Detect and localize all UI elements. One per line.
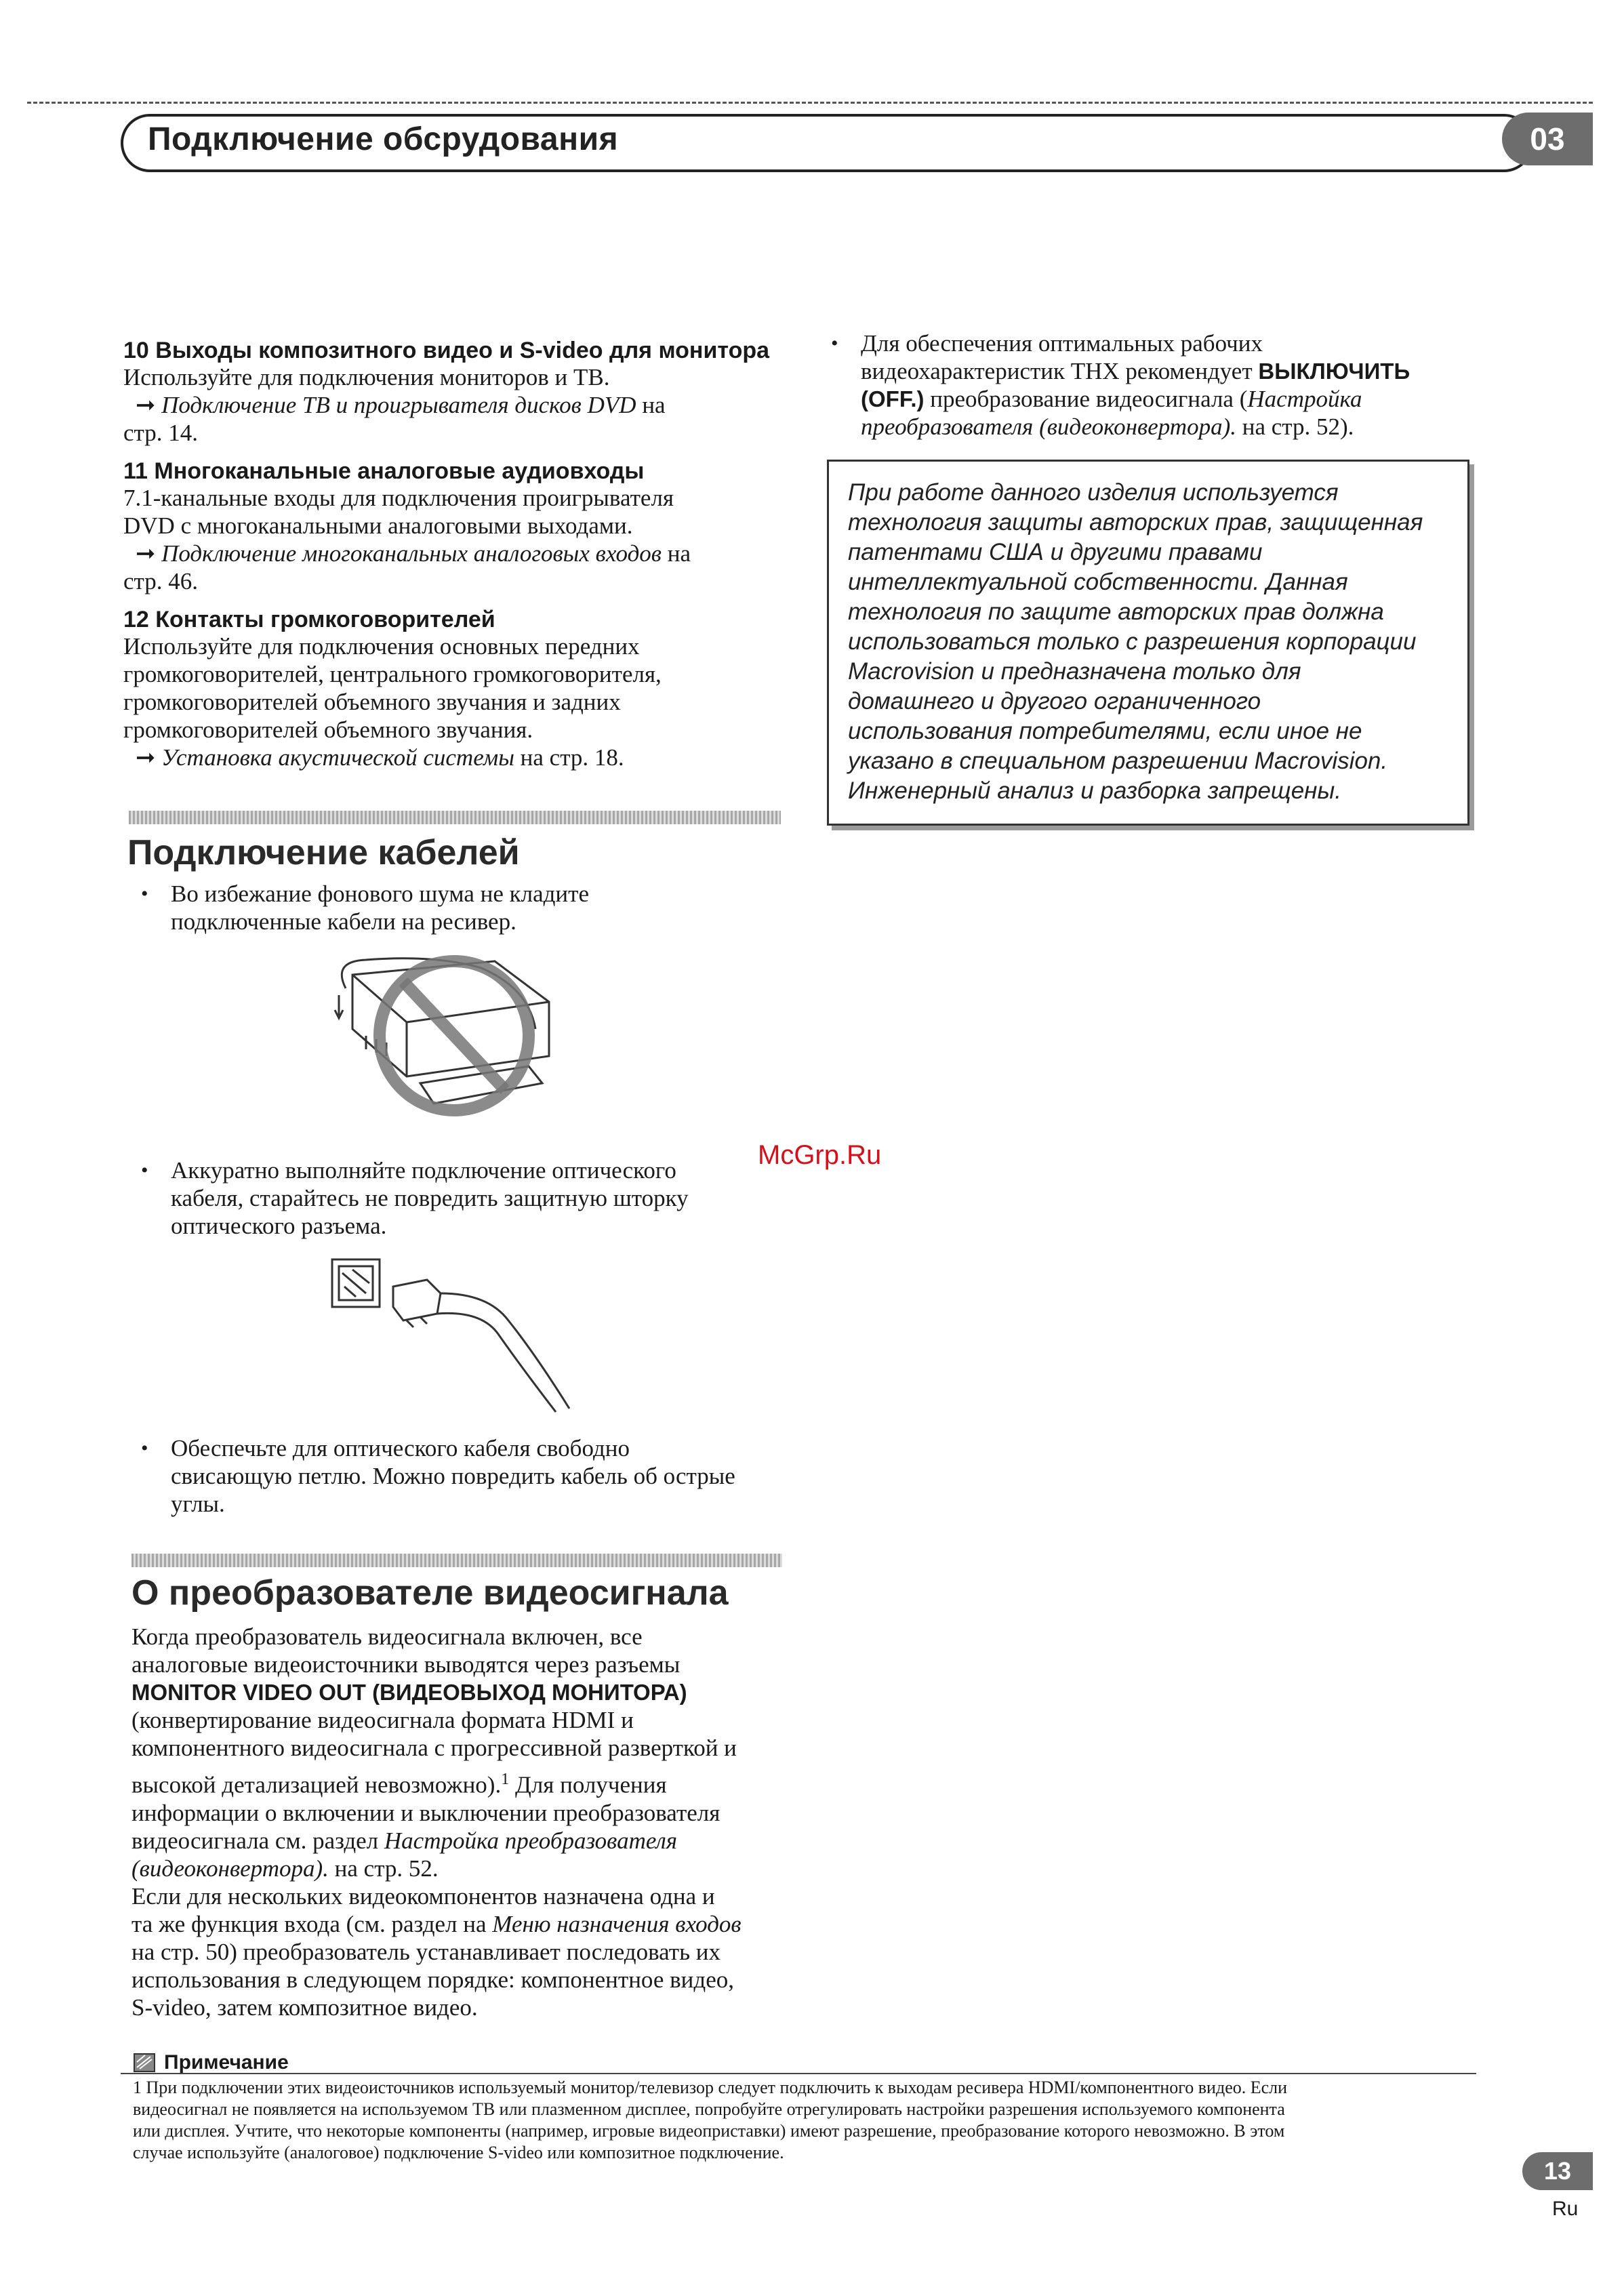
notice-line: патентами США и другими правами: [848, 539, 1263, 565]
note-icon: [133, 2053, 156, 2073]
item12-ref-tail: на стр. 18.: [520, 744, 624, 771]
footnote-text: 1 При подключении этих видеоисточников используемый монитор/телевизор следует подключить к выходам ресивера HDMI/компонентного видео. Если видеосигнал не появляется на используемом ТВ или плазменном дисплее, попробуйте отрегулировать настройки разрешения используемого компонента или дисплея. Учтите, что некоторые компоненты (например, игровые видеоприставки) имеют разрешение, преобразование которого невозможно. В этом случае используйте (аналоговое) подключение S-video или композитное подключение.: [133, 2078, 1288, 2162]
item11-ref: [136, 540, 691, 567]
macrovision-notice-box: [827, 460, 1469, 826]
notice-line: указано в специальном разрешении Macrovision.: [848, 748, 1388, 774]
bullet1-line1: Во избежание фонового шума не кладите: [171, 881, 589, 907]
no-cables-on-receiver-illustration: [325, 948, 569, 1137]
item11-body-line1: 7.1-канальные входы для подключения проигрывателя: [123, 485, 674, 511]
item12-body-line3: громкоговорителей объемного звучания и задних: [123, 689, 621, 715]
page-number-badge: 13: [1522, 2152, 1593, 2190]
notice-line: использоваться только с разрешения корпорации: [848, 628, 1417, 655]
item10-body: Используйте для подключения мониторов и ТВ.: [123, 364, 610, 390]
converter-section-title: О преобразователе видеосигнала: [131, 1573, 729, 1613]
cables-section-title: Подключение кабелей: [127, 833, 520, 872]
notice-line: При работе данного изделия используется: [848, 479, 1339, 506]
input-assign-menu-link[interactable]: Меню назначения входов: [492, 1910, 742, 1937]
thx-bullet: • Для обеспечения оптимальных рабочих видеохарактеристик THX рекомендует ВЫКЛЮЧИТЬ (OFF.) преобразование видеосигнала (Настройка преобразователя (видеоконвертора). на стр. 52).: [831, 330, 1410, 440]
cables-bullet-3: • Обеспечьте для оптического кабеля свободно свисающую петлю. Можно повредить кабель об острые углы.: [141, 1435, 735, 1517]
item12-heading: 12 Контакты громкоговорителей: [123, 607, 495, 632]
item12-body-line2: громкоговорителей, центрального громкоговорителя,: [123, 661, 662, 687]
note-header: [133, 2051, 289, 2074]
header-rule: [27, 102, 1593, 104]
item11-ref-line2: стр. 46.: [123, 568, 199, 594]
item12-body-line4: громкоговорителей объемного звучания.: [123, 716, 533, 743]
converter-paragraph-1: Когда преобразователь видеосигнала включен, все аналоговые видеоисточники выводятся через разъемы MONITOR VIDEO OUT (ВИДЕОВЫХОД МОНИТОРА) (конвертирование видеосигнала формата HDMI и компонентного видеосигнала с прогрессивной разверткой и высокой детализацией невозможно).$^1$ Для получения информации о включении и выключении преобразователя видеосигнала см. раздел Настройка преобразователя (видеоконвертора). на стр. 52. Если для нескольких видеокомпонентов назначена одна и та же функция входа (см. раздел на Меню назначения входов на стр. 50) преобразователь устанавливает последовать их использования в следующем порядке: компонентное видео, S-video, затем композитное видео.: [131, 1623, 796, 2021]
item10-heading: 10 Выходы композитного видео и S-video для монитора: [123, 338, 770, 363]
bullet2-line1: Аккуратно выполняйте подключение оптического: [171, 1157, 676, 1184]
notice-line: технология защиты авторских прав, защищенная: [848, 509, 1423, 536]
item10-ref-line2: стр. 14.: [123, 420, 199, 446]
macrovision-notice-text: [848, 478, 1455, 806]
item12-ref: [136, 744, 624, 771]
language-label: Ru: [1552, 2198, 1579, 2220]
item12-ref-link[interactable]: Установка акустической системы: [161, 744, 514, 771]
notice-line: технология по защите авторских прав должна: [848, 599, 1384, 625]
item11-body-line2: DVD с многоканальными аналоговыми выходами.: [123, 512, 633, 539]
item10-ref-link[interactable]: Подключение ТВ и проигрывателя дисков DVD: [161, 392, 636, 418]
item11-heading: 11 Многоканальные аналоговые аудиовходы: [123, 458, 645, 484]
thx-converter-link[interactable]: Настройка: [1247, 386, 1362, 412]
cables-bullet-1: • Во избежание фонового шума не кладите подключенные кабели на ресивер.: [141, 881, 589, 935]
notice-line: домашнего и другого ограниченного: [848, 688, 1261, 714]
note-label: Примечание: [164, 2051, 289, 2074]
converter-settings-link-cont[interactable]: (видеоконвертора).: [131, 1855, 329, 1882]
item11-ref-link[interactable]: Подключение многоканальных аналоговых входов: [161, 540, 662, 567]
note-rule: [121, 2073, 1476, 2074]
optical-connector-illustration: [325, 1253, 583, 1415]
bullet1-line2: подключенные кабели на ресивер.: [171, 908, 516, 935]
section-divider: [129, 811, 781, 824]
thx-off-label: ВЫКЛЮЧИТЬ: [1258, 359, 1410, 384]
watermark: McGrp.Ru: [758, 1140, 882, 1170]
bullet2-line2: кабеля, старайтесь не повредить защитную шторку: [171, 1185, 689, 1211]
item10-ref-tail: на: [642, 392, 666, 418]
bullet3-line3: углы.: [171, 1491, 225, 1517]
notice-line: Инженерный анализ и разборка запрещены.: [848, 777, 1341, 804]
notice-line: Macrovision и предназначена только для: [848, 658, 1301, 685]
item10-ref: [136, 391, 666, 419]
item11-ref-tail: на: [667, 540, 691, 567]
page-title: Подключение обсрудования: [148, 121, 619, 157]
cables-bullet-2: • Аккуратно выполняйте подключение оптического кабеля, старайтесь не повредить защитную шторку оптического разъема.: [141, 1157, 689, 1239]
bullet3-line2: свисающую петлю. Можно повредить кабель об острые: [171, 1463, 735, 1489]
bullet3-line1: Обеспечьте для оптического кабеля свободно: [171, 1435, 630, 1461]
notice-line: использования потребителями, если иное не: [848, 718, 1362, 744]
bullet2-line3: оптического разъема.: [171, 1213, 387, 1239]
footnote-ref[interactable]: 1: [501, 1771, 510, 1788]
monitor-video-out-label: MONITOR VIDEO OUT (ВИДЕОВЫХОД МОНИТОРА): [131, 1680, 687, 1705]
notice-line: интеллектуальной собственности. Данная: [848, 569, 1348, 595]
arrow-right-icon: ➞: [136, 540, 156, 567]
converter-settings-link[interactable]: Настройка преобразователя: [384, 1827, 678, 1854]
item12-body-line1: Используйте для подключения основных передних: [123, 633, 640, 660]
section-divider: [131, 1554, 782, 1567]
chapter-badge: 03: [1502, 113, 1593, 165]
arrow-right-icon: ➞: [136, 744, 156, 771]
arrow-right-icon: ➞: [136, 392, 156, 418]
